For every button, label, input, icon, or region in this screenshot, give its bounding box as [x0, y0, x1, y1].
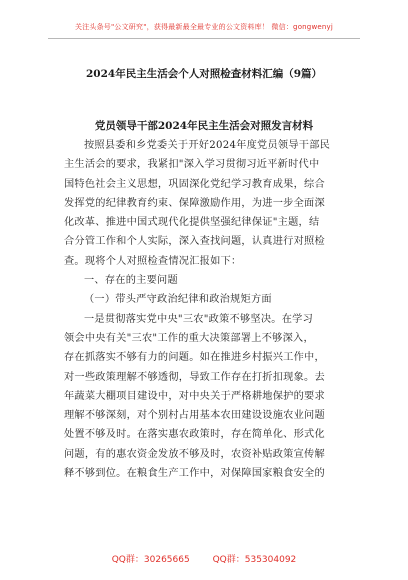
footer-qq-group-2: QQ群：535304092: [212, 555, 297, 565]
body-line: 一是贯彻落实党中央"三农"政策不够坚决。在学习: [84, 313, 314, 325]
section-title: 党员领导干部2024年民主生活会对照发言材料: [94, 120, 314, 132]
body-line: 发挥党的纪律教育约束、保障激励作用，为进一步全面深: [64, 197, 325, 209]
heading-level-1: 一、存在的主要问题: [84, 275, 178, 287]
body-line: 存在抓落实不够有力的问题。如在推进乡村振兴工作中，: [64, 352, 325, 364]
body-line: 主生活会的要求，我紧扣"深入学习贯彻习近平新时代中: [64, 159, 320, 171]
header-note: 关注头条号"公文研究"，获得最新最全最专业的公文资料库！ 微信：gongwenyj: [74, 23, 334, 31]
body-line: 国特色社会主义思想，巩固深化党纪学习教育成果，综合: [64, 178, 325, 190]
body-line: 合分管工作和个人实际，深入查找问题，认真进行对照检: [64, 236, 325, 248]
body-line: 问题，有的惠农资金发放不够及时，农资补贴政策宣传解: [64, 448, 325, 460]
footer: [0, 552, 408, 565]
document-body: [64, 136, 346, 483]
body-line: 领会中央有关"三农"工作的重大决策部署上不够深入，: [64, 332, 314, 344]
body-line: 处置不够及时。在落实惠农政策时，存在简单化、形式化: [64, 429, 325, 441]
body-line: 按照县委和乡党委关于开好2024年度党员领导干部民: [84, 140, 331, 151]
body-line: 化改革、推进中国式现代化提供坚强纪律保证"主题，结: [64, 217, 320, 229]
heading-level-2: （一）带头严守政治纪律和政治规矩方面: [84, 294, 272, 306]
header-divider: [48, 38, 360, 39]
body-line: 释不够到位。在粮食生产工作中，对保障国家粮食安全的: [64, 468, 325, 480]
body-line: 理解不够深刻，对个别村占用基本农田建设设施农业问题: [64, 410, 325, 422]
document-title: 2024年民主生活会个人对照检查材料汇编（9篇）: [85, 68, 323, 80]
footer-qq-group-1: QQ群：30265665: [111, 555, 190, 565]
body-line: 年蔬菜大棚项目建设中，对中央关于严格耕地保护的要求: [64, 390, 325, 402]
body-line: 查。现将个人对照检查情况汇报如下：: [64, 255, 242, 267]
body-line: 对一些政策理解不够透彻，导致工作存在打折扣现象。去: [64, 371, 325, 383]
